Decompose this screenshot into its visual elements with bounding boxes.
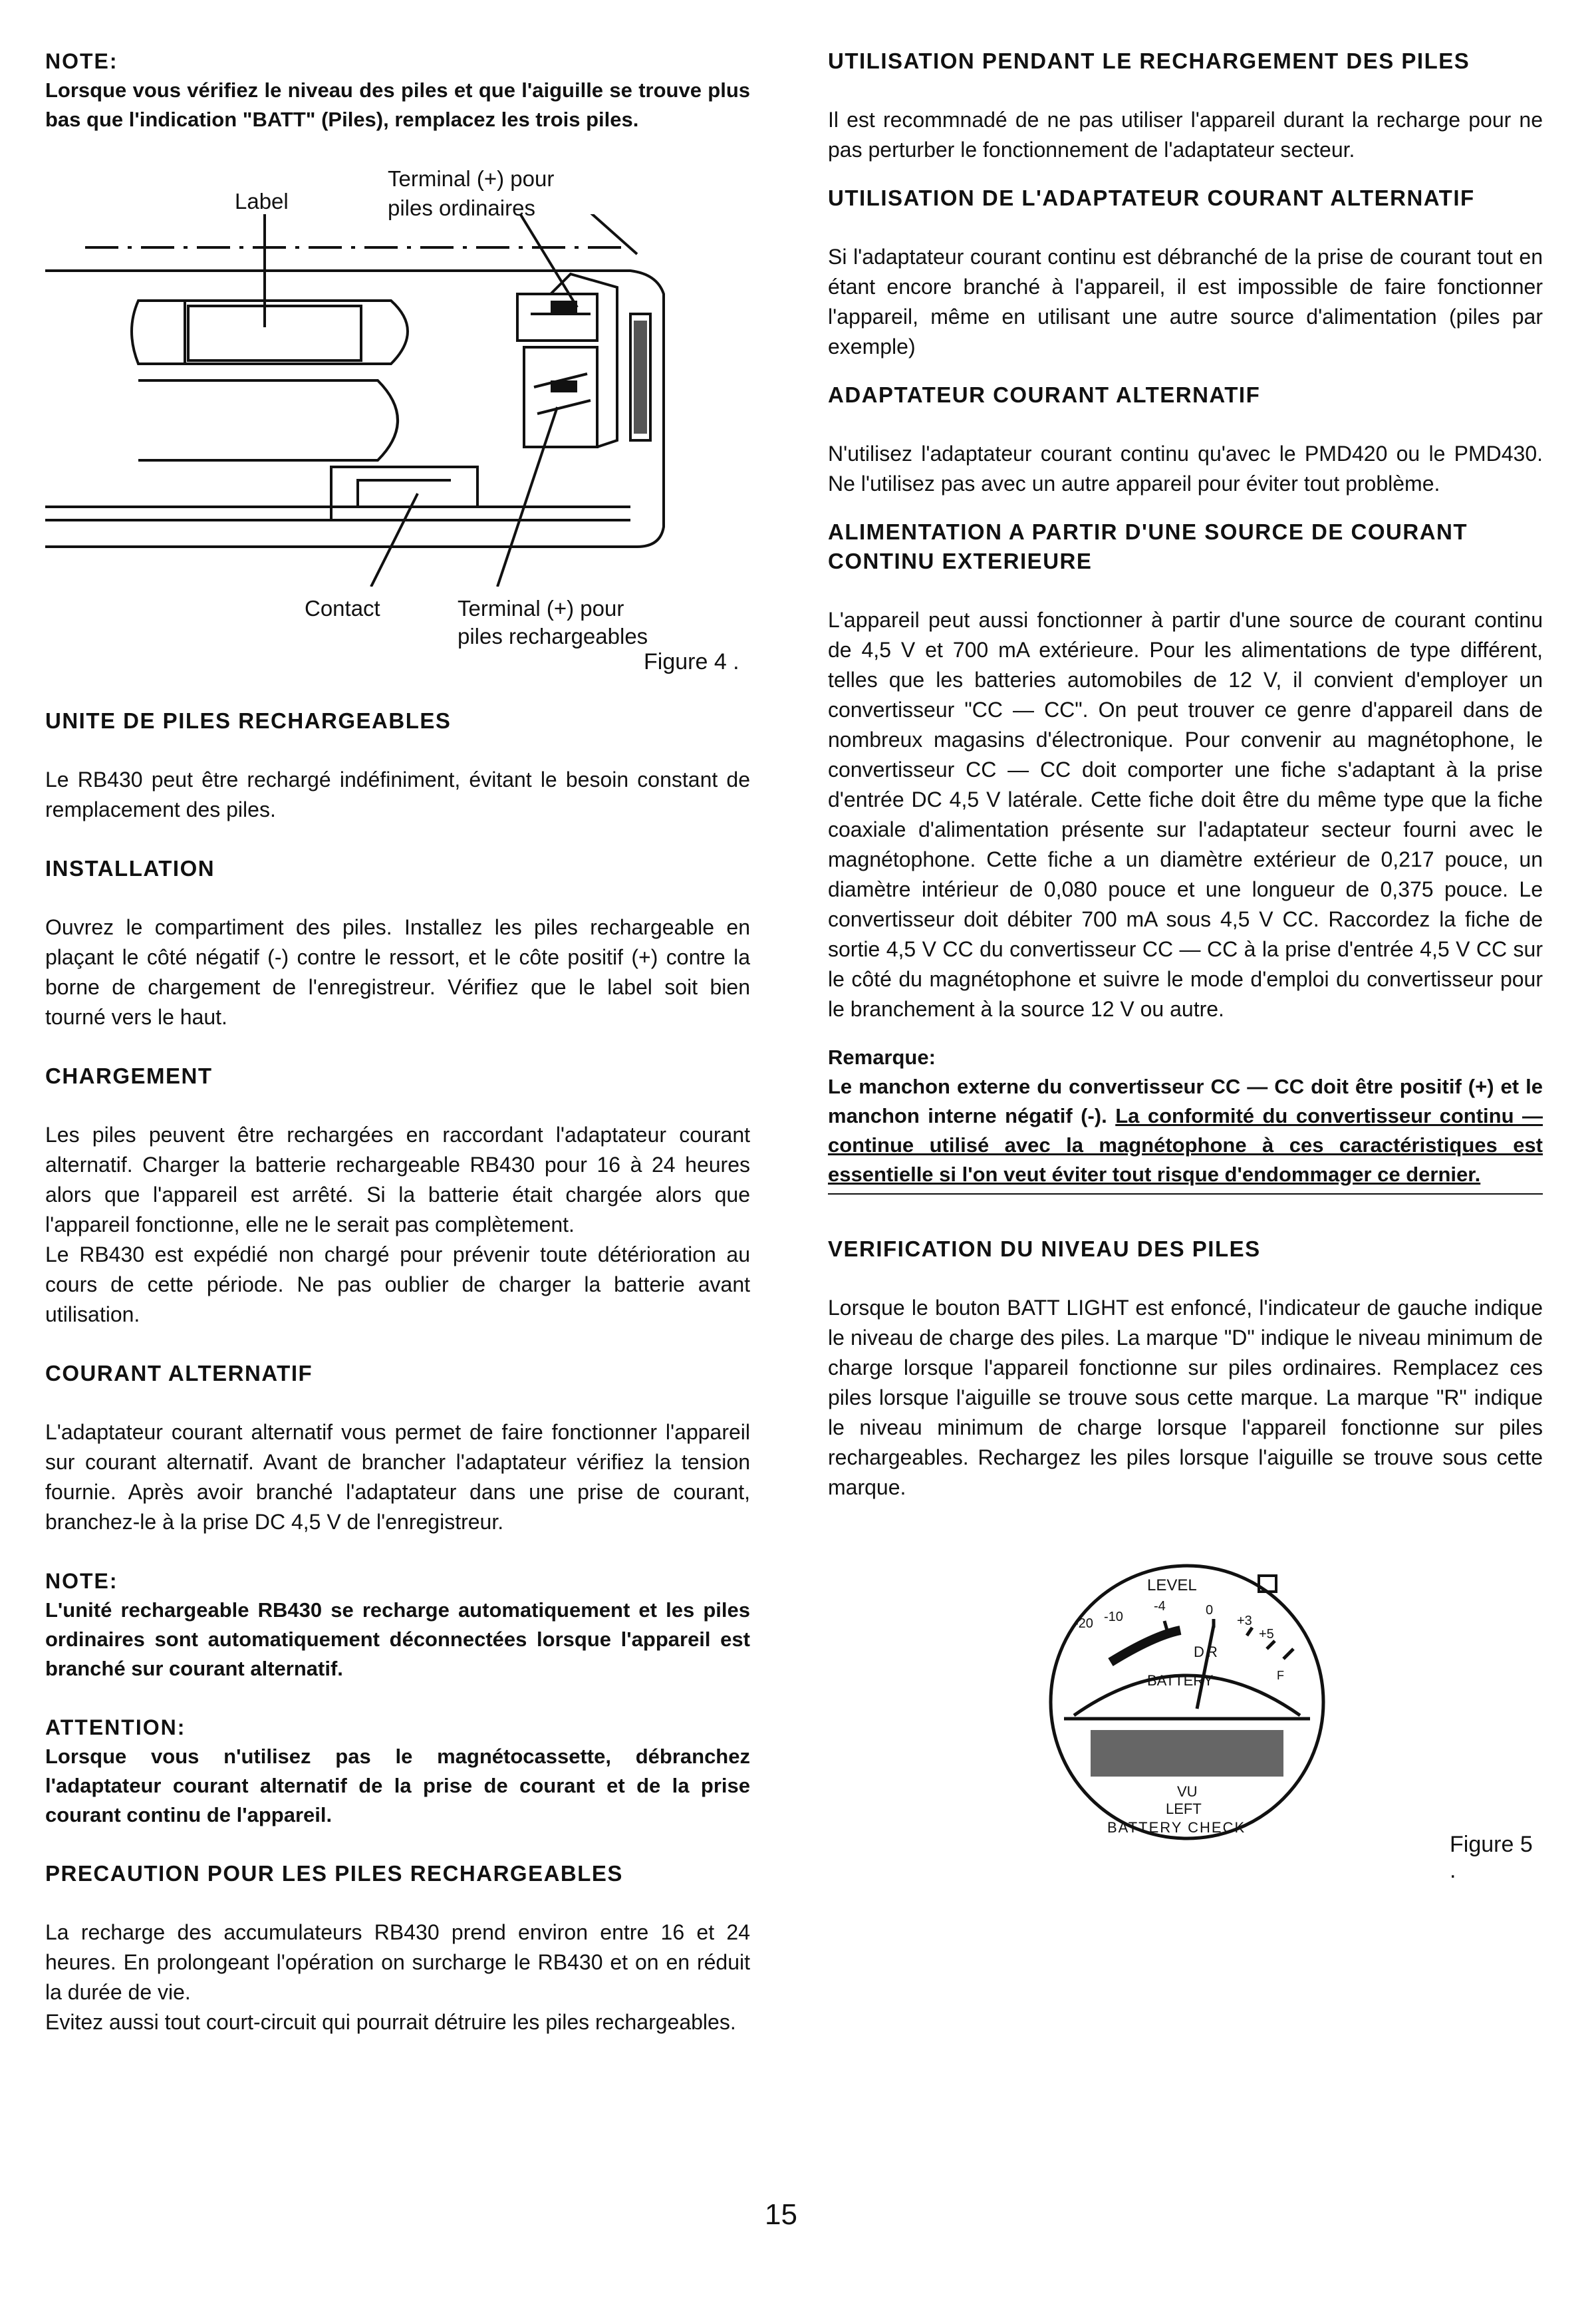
- utilisation-recharge-text: Il est recommnadé de ne pas utiliser l'appareil durant la recharge pour ne pas perturber le fonctionnement de l'adaptateur secteur.: [828, 108, 1543, 162]
- meter-f-mark: F: [1277, 1669, 1284, 1682]
- installation-text: Ouvrez le compartiment des piles. Installez les piles rechargeable en plaçant le côté négatif (-) contre le ressort, et le côte positif (+) contre la borne de chargement de l'enregistreur. Vérifiez que le label soit bien tourné vers le haut.: [45, 915, 750, 1029]
- figure-5-caption: Figure 5 .: [1450, 1832, 1533, 1883]
- alimentation-title: ALIMENTATION A PARTIR D'UNE SOURCE DE COURANT CONTINU EXTERIEURE: [828, 519, 1468, 573]
- precaution-text2: Evitez aussi tout court-circuit qui pourrait détruire les piles rechargeables.: [45, 2010, 736, 2034]
- remarque-text: [828, 1072, 1543, 1189]
- meter-r-mark: R: [1207, 1644, 1218, 1660]
- figure-4-caption: Figure 4 .: [644, 649, 739, 674]
- precaution-text1: La recharge des accumulateurs RB430 prend environ entre 16 et 24 heures. En prolongeant l'opération on surcharge le RB430 et on en réduit la durée de vie.: [45, 1920, 750, 2004]
- utilisation-adaptateur-title: UTILISATION DE L'ADAPTATEUR COURANT ALTERNATIF: [828, 186, 1475, 210]
- attention-label: ATTENTION:: [45, 1715, 186, 1739]
- fig4-label-contact: Contact: [305, 596, 380, 621]
- battery-compartment-drawing: [45, 214, 750, 587]
- courant-text: L'adaptateur courant alternatif vous permet de faire fonctionner l'appareil sur courant alternatif. Avant de brancher l'adaptateur vérifiez la tension fournie. Après avoir branché l'adaptateur dans une prise de courant, branchez-le à la prise DC 4,5 V de l'enregistreur.: [45, 1420, 750, 1534]
- meter-d-mark: D: [1194, 1644, 1204, 1660]
- alimentation-text: L'appareil peut aussi fonctionner à partir d'une source de courant continu de 4,5 V et 700 mA extérieure. Pour les alimentations de type différent, telles que les batteries automobiles de 12 V, il convient d'employer un convertisseur "CC — CC". On peut trouver ce genre d'appareil dans de nombreux magasins d'électronique. Pour convenir au magnétophone, le convertisseur CC — CC doit comporter une fiche s'adaptant à la prise d'entrée DC 4,5 V latérale. Cette fiche doit être du même type que la fiche coaxiale d'alimentation présente sur l'adaptateur secteur fourni avec le magnétophone. Cette fiche a un diamètre extérieur de 0,217 pouce, un diamètre intérieur de 0,080 pouce et une longueur de 0,375 pouce. Le convertisseur doit débiter 700 mA sous 4,5 V CC. Raccordez la fiche de sortie 4,5 V CC du convertisseur CC — CC à la prise d'entrée 4,5 V CC sur le côté du magnétophone et suivre le mode d'emploi du convertisseur pour le branchement à la source 12 V ou autre.: [828, 608, 1543, 1021]
- precaution-title: PRECAUTION POUR LES PILES RECHARGEABLES: [45, 1861, 623, 1886]
- verification-title: VERIFICATION DU NIVEAU DES PILES: [828, 1236, 1261, 1261]
- meter-scale-2: -4: [1154, 1599, 1166, 1614]
- note2-text: L'unité rechargeable RB430 se recharge automatiquement et les piles ordinaires sont automatiquement déconnectées lorsque l'appareil est branché sur courant alternatif.: [45, 1598, 750, 1680]
- page-number: 15: [765, 2198, 797, 2231]
- meter-vu-text: VU: [1177, 1783, 1198, 1800]
- remarque-text-underlined: La conformité du convertisseur continu — continue utilisé avec la magnétophone à ces caractéristiques est essentielle si l'on veut éviter tout risque d'endommager ce dernier.: [828, 1104, 1543, 1186]
- meter-scale-1: -10: [1104, 1610, 1123, 1624]
- meter-scale-3: 0: [1206, 1603, 1214, 1618]
- remarque-label: Remarque:: [828, 1046, 936, 1069]
- chargement-text2: Le RB430 est expédié non chargé pour prévenir toute détérioration au cours de cette période. Ne pas oublier de charger la batterie avant utilisation.: [45, 1242, 750, 1326]
- remarque-text-plain: Le manchon externe du convertisseur CC — CC doit être positif (+) et le manchon interne négatif (-).: [828, 1075, 1543, 1127]
- fig4-label-left: Label: [235, 189, 289, 214]
- meter-scale-5: +5: [1259, 1627, 1274, 1642]
- fig4-terminal-top-line2: piles ordinaires: [388, 196, 535, 220]
- chargement-text1: Les piles peuvent être rechargées en raccordant l'adaptateur courant alternatif. Charger la batterie rechargeable RB430 pour 16 à 24 heures alors que l'appareil est arrêté. Si la batterie était chargée alors que l'appareil fonctionne, elle ne le serait pas complètement.: [45, 1123, 750, 1236]
- courant-title: COURANT ALTERNATIF: [45, 1361, 313, 1385]
- remarque-block: [828, 1043, 1543, 1195]
- meter-scale-0: -20: [1074, 1616, 1093, 1631]
- unite-title: UNITE DE PILES RECHARGEABLES: [45, 708, 452, 733]
- level-meter-drawing: [1047, 1556, 1327, 1848]
- installation-title: INSTALLATION: [45, 856, 215, 881]
- utilisation-adaptateur-text: Si l'adaptateur courant continu est débranché de la prise de courant tout en étant encore branché à l'appareil, il est impossible de faire fonctionner l'appareil, même en utilisant une autre source d'alimentation (piles par exemple): [828, 245, 1543, 359]
- note2-label: NOTE:: [45, 1569, 118, 1593]
- verification-text: Lorsque le bouton BATT LIGHT est enfoncé, l'indicateur de gauche indique le niveau de charge des piles. La marque "D" indique le niveau minimum de charge lorsque l'appareil fonctionne sur piles ordinaires. Remplacez ces piles lorsque l'aiguille se trouve sous cette marque. La marque "R" indique le niveau minimum de charge lorsque l'appareil fonctionne sur piles rechargeables. Rechargez les piles lorsque l'aiguille se trouve sous cette marque.: [828, 1296, 1543, 1499]
- note1-label: NOTE:: [45, 49, 118, 73]
- fig4-terminal-bottom-line2: piles rechargeables: [458, 624, 648, 649]
- meter-battery-check-text: BATTERY CHECK: [1107, 1819, 1246, 1836]
- figure-4: [45, 134, 750, 627]
- unite-text: Le RB430 peut être rechargé indéfiniment, évitant le besoin constant de remplacement des piles.: [45, 768, 750, 821]
- note1-text: Lorsque vous vérifiez le niveau des piles et que l'aiguille se trouve plus bas que l'indication "BATT" (Piles), remplacez les trois piles.: [45, 78, 750, 131]
- fig4-terminal-bottom-line1: Terminal (+) pour: [458, 596, 624, 621]
- fig4-terminal-top-line1: Terminal (+) pour: [388, 166, 555, 191]
- chargement-title: CHARGEMENT: [45, 1064, 213, 1088]
- right-column: [828, 47, 1543, 1883]
- meter-scale-4: +3: [1237, 1614, 1252, 1628]
- left-column: [45, 47, 750, 2037]
- meter-level-text: LEVEL: [1147, 1576, 1197, 1594]
- attention-text: Lorsque vous n'utilisez pas le magnétocassette, débranchez l'adaptateur courant alternatif de la prise de courant et de la prise courant continu de l'appareil.: [45, 1745, 750, 1826]
- adaptateur-title: ADAPTATEUR COURANT ALTERNATIF: [828, 382, 1261, 407]
- figure-5: [828, 1503, 1543, 1883]
- adaptateur-text: N'utilisez l'adaptateur courant continu qu'avec le PMD420 ou le PMD430. Ne l'utilisez pas avec un autre appareil pour éviter tout problème.: [828, 442, 1543, 496]
- meter-battery-text: BATTERY: [1147, 1672, 1214, 1689]
- utilisation-recharge-title: UTILISATION PENDANT LE RECHARGEMENT DES PILES: [828, 49, 1470, 73]
- meter-left-text: LEFT: [1166, 1801, 1202, 1817]
